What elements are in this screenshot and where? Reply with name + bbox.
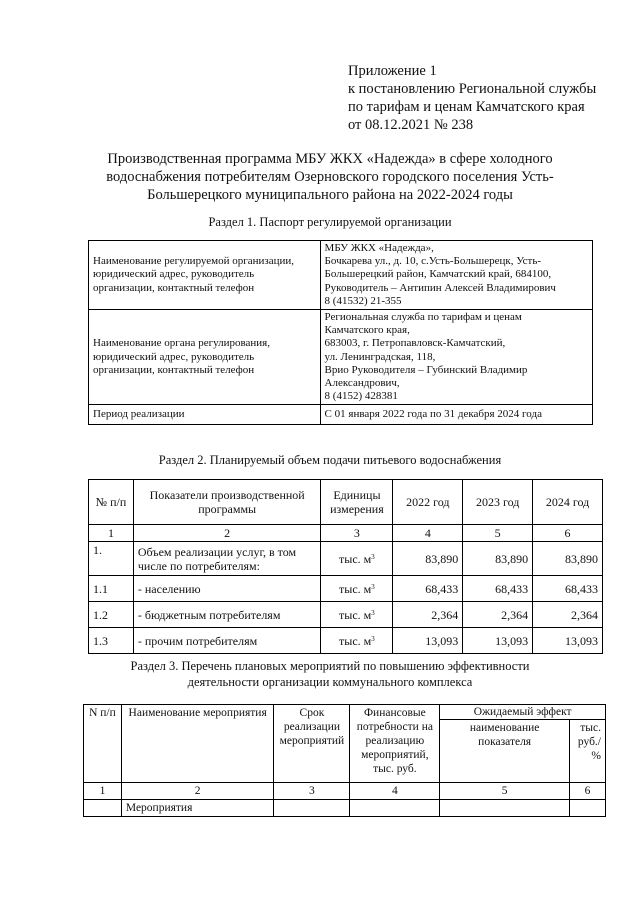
section3-title-line: Раздел 3. Перечень плановых мероприятий по повышению эффективности bbox=[130, 659, 530, 673]
empty-cell bbox=[84, 800, 122, 817]
row-number: 1.3 bbox=[89, 628, 134, 654]
table-row bbox=[89, 576, 603, 602]
table-row bbox=[84, 800, 606, 817]
unit-cell bbox=[321, 542, 393, 576]
unit-superscript: 3 bbox=[371, 552, 375, 561]
section3-title-line: деятельности организации коммунального комплекса bbox=[187, 675, 473, 689]
column-header: Показатели производственной программы bbox=[133, 480, 321, 525]
column-number: 1 bbox=[89, 525, 134, 542]
value-line: Бочкарева ул., д. 10, с.Усть-Большерецк, Усть- bbox=[324, 255, 542, 268]
table-row bbox=[89, 602, 603, 628]
column-header: 2022 год bbox=[393, 480, 463, 525]
indicator-name: - населению bbox=[133, 576, 321, 602]
value-2024: 68,433 bbox=[533, 576, 603, 602]
organization-passport-table bbox=[88, 240, 593, 425]
empty-cell bbox=[440, 800, 570, 817]
column-number: 6 bbox=[569, 783, 605, 800]
value-line: 8 (4152) 428381 bbox=[324, 390, 398, 403]
title-line: Производственная программа МБУ ЖКХ «Надежда» в сфере холодного bbox=[107, 151, 553, 167]
row-number: 1. bbox=[89, 542, 134, 576]
column-number: 4 bbox=[393, 525, 463, 542]
section2-title: Раздел 2. Планируемый объем подачи питьевого водоснабжения bbox=[158, 453, 502, 467]
value-line: Врио Руководителя – Губинский Владимир bbox=[324, 363, 528, 376]
value-line: С 01 января 2022 года по 31 декабря 2024 года bbox=[324, 408, 542, 421]
table-row bbox=[89, 405, 593, 425]
measures-label: Мероприятия bbox=[121, 800, 274, 817]
appendix-line: от 08.12.2021 № 238 bbox=[348, 117, 474, 133]
indicator-name: - прочим потребителям bbox=[133, 628, 321, 654]
table-header-row bbox=[84, 705, 606, 720]
passport-value bbox=[320, 310, 592, 405]
appendix-line: Приложение 1 bbox=[348, 63, 437, 79]
column-number: 2 bbox=[133, 525, 321, 542]
indicator-name: Объем реализации услуг, в том числе по потребителям: bbox=[133, 542, 321, 576]
appendix-line: по тарифам и ценам Камчатского края bbox=[348, 99, 585, 115]
unit-cell bbox=[321, 576, 393, 602]
column-number-row bbox=[89, 525, 603, 542]
value-line: 683003, г. Петропавловск-Камчатский, bbox=[324, 337, 506, 350]
empty-cell bbox=[350, 800, 440, 817]
column-header: № п/п bbox=[89, 480, 134, 525]
value-2023: 68,433 bbox=[463, 576, 533, 602]
value-2022: 2,364 bbox=[393, 602, 463, 628]
unit-superscript: 3 bbox=[371, 634, 375, 643]
column-header: Единицы измерения bbox=[321, 480, 393, 525]
table-row bbox=[89, 241, 593, 310]
unit-text: тыс. м bbox=[339, 607, 372, 622]
passport-label: Период реализации bbox=[89, 405, 321, 425]
document-title bbox=[60, 150, 600, 204]
column-header: тыс. руб./ % bbox=[569, 720, 605, 783]
appendix-header bbox=[348, 62, 638, 134]
value-line: Большерецкий район, Камчатский край, 684100, bbox=[324, 268, 552, 281]
value-line: 8 (41532) 21-355 bbox=[324, 294, 402, 307]
column-number: 4 bbox=[350, 783, 440, 800]
column-number: 6 bbox=[533, 525, 603, 542]
value-2024: 83,890 bbox=[533, 542, 603, 576]
unit-superscript: 3 bbox=[371, 608, 375, 617]
column-header: 2023 год bbox=[463, 480, 533, 525]
column-number: 5 bbox=[463, 525, 533, 542]
table-row bbox=[89, 542, 603, 576]
table-header-row bbox=[89, 480, 603, 525]
column-number: 3 bbox=[274, 783, 350, 800]
section1-title: Раздел 1. Паспорт регулируемой организации bbox=[208, 215, 452, 229]
efficiency-measures-table bbox=[83, 704, 606, 817]
passport-label: Наименование регулируемой организации, юридический адрес, руководитель организации, контактный телефон bbox=[89, 241, 321, 310]
column-number: 1 bbox=[84, 783, 122, 800]
value-2023: 83,890 bbox=[463, 542, 533, 576]
column-number-row bbox=[84, 783, 606, 800]
table-row bbox=[89, 628, 603, 654]
value-2022: 83,890 bbox=[393, 542, 463, 576]
appendix-line: к постановлению Региональной службы bbox=[348, 81, 597, 97]
value-line: Региональная служба по тарифам и ценам bbox=[324, 311, 522, 324]
passport-value bbox=[320, 405, 592, 425]
unit-text: тыс. м bbox=[339, 551, 372, 566]
column-header: Наименование мероприятия bbox=[121, 705, 274, 783]
value-line: Камчатского края, bbox=[324, 324, 410, 337]
column-header: N п/п bbox=[84, 705, 122, 783]
value-2022: 13,093 bbox=[393, 628, 463, 654]
column-number: 2 bbox=[121, 783, 274, 800]
empty-cell bbox=[274, 800, 350, 817]
column-header: Финансовые потребности на реализацию мероприятий, тыс. руб. bbox=[350, 705, 440, 783]
unit-cell bbox=[321, 628, 393, 654]
column-header: наименование показателя bbox=[440, 720, 570, 783]
unit-superscript: 3 bbox=[371, 582, 375, 591]
value-line: Александрович, bbox=[324, 377, 400, 390]
value-2023: 2,364 bbox=[463, 602, 533, 628]
column-header: 2024 год bbox=[533, 480, 603, 525]
column-header: Срок реализации мероприятий bbox=[274, 705, 350, 783]
unit-text: тыс. м bbox=[339, 581, 372, 596]
unit-cell bbox=[321, 602, 393, 628]
title-line: водоснабжения потребителям Озерновского городского поселения Усть- bbox=[106, 169, 554, 185]
value-line: ул. Ленинградская, 118, bbox=[324, 350, 436, 363]
passport-label: Наименование органа регулирования, юридический адрес, руководитель организации, контактный телефон bbox=[89, 310, 321, 405]
column-number: 3 bbox=[321, 525, 393, 542]
value-2023: 13,093 bbox=[463, 628, 533, 654]
unit-text: тыс. м bbox=[339, 633, 372, 648]
passport-value bbox=[320, 241, 592, 310]
column-header-group: Ожидаемый эффект bbox=[440, 705, 606, 720]
indicator-name: - бюджетным потребителям bbox=[133, 602, 321, 628]
value-line: МБУ ЖКХ «Надежда», bbox=[324, 242, 434, 254]
row-number: 1.1 bbox=[89, 576, 134, 602]
value-line: Руководитель – Антипин Алексей Владимирович bbox=[324, 281, 556, 294]
section3-title bbox=[60, 658, 600, 690]
value-2022: 68,433 bbox=[393, 576, 463, 602]
column-number: 5 bbox=[440, 783, 570, 800]
title-line: Большерецкого муниципального района на 2022-2024 годы bbox=[147, 187, 513, 203]
row-number: 1.2 bbox=[89, 602, 134, 628]
value-2024: 13,093 bbox=[533, 628, 603, 654]
value-2024: 2,364 bbox=[533, 602, 603, 628]
water-volume-table bbox=[88, 479, 603, 654]
empty-cell bbox=[569, 800, 605, 817]
table-row bbox=[89, 310, 593, 405]
